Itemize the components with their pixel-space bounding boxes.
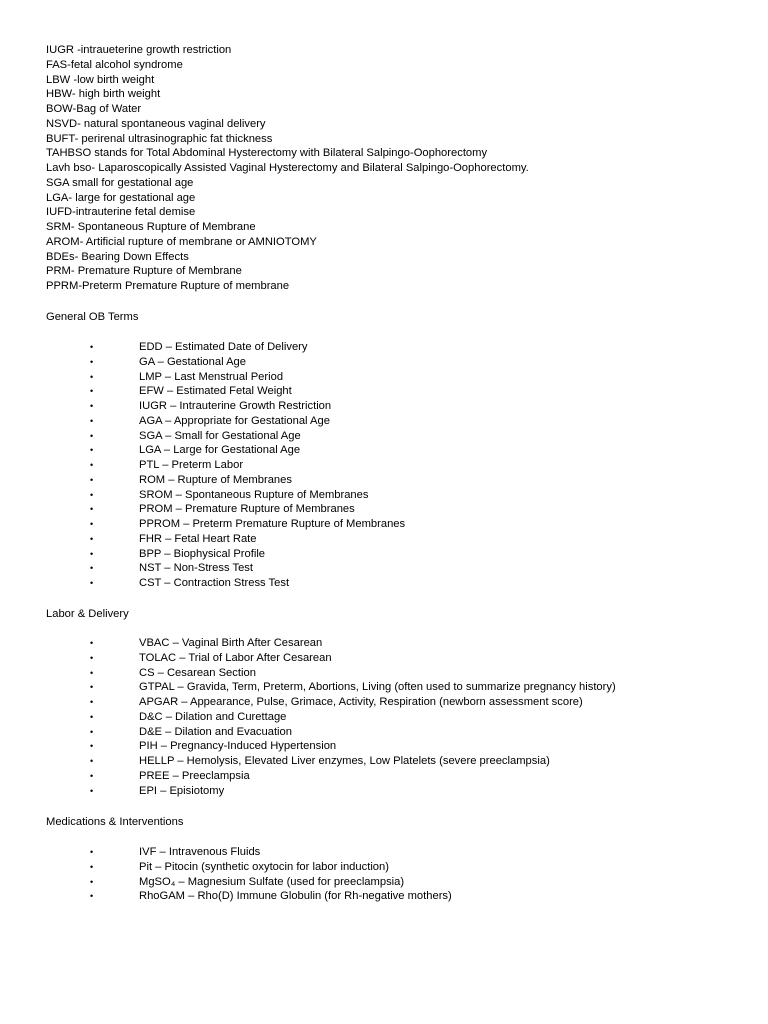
list-item (0, 458, 768, 473)
list-item-text: LMP – Last Menstrual Period (139, 370, 284, 383)
list-item-text: ROM – Rupture of Membranes (139, 473, 292, 486)
bullet-icon: • (90, 342, 94, 352)
section-heading-general-ob-terms: General OB Terms (46, 311, 139, 323)
list-item-text: D&E – Dilation and Evacuation (139, 725, 292, 738)
bullet-icon: • (90, 474, 94, 485)
list-item (0, 488, 768, 503)
abbreviation-line: AROM- Artificial rupture of membrane or AMNIOTOMY (46, 235, 317, 248)
bullet-icon: • (90, 504, 94, 515)
list-item-text: D&C – Dilation and Curettage (139, 710, 287, 723)
list-item-text: EDD – Estimated Date of Delivery (139, 341, 308, 353)
abbreviation-line: BDEs- Bearing Down Effects (46, 250, 189, 263)
list-item-text: GTPAL – Gravida, Term, Preterm, Abortions, Living (often used to summarize pregnancy history) (139, 681, 616, 694)
bullet-icon: • (90, 430, 94, 441)
list-item-text: VBAC – Vaginal Birth After Cesarean (139, 637, 323, 649)
bullet-icon: • (90, 519, 94, 529)
list-item-text: IVF – Intravenous Fluids (139, 846, 261, 858)
bullet-icon: • (90, 756, 94, 766)
abbreviation-line: PRM- Premature Rupture of Membrane (46, 265, 242, 278)
list-item-text: MgSO₄ – Magnesium Sulfate (used for preeclampsia) (139, 875, 405, 888)
list-item (0, 561, 768, 576)
abbreviation-line: IUFD-intrauterine fetal demise (46, 206, 196, 219)
bullet-icon: • (90, 785, 94, 796)
list-item-text: BPP – Biophysical Profile (139, 547, 266, 560)
bullet-icon: • (90, 638, 94, 648)
abbreviation-line: FAS-fetal alcohol syndrome (46, 58, 183, 71)
list-item (0, 666, 768, 681)
list-item-text: Pit – Pitocin (synthetic oxytocin for labor induction) (139, 860, 389, 873)
list-item (0, 875, 768, 890)
list-item (0, 547, 768, 562)
abbreviation-line: BUFT- perirenal ultrasinographic fat thickness (46, 132, 273, 145)
abbreviation-list (46, 43, 746, 294)
list-item (0, 473, 768, 488)
list-item (0, 845, 768, 860)
list-item (0, 502, 768, 517)
list-item-text: PREE – Preeclampsia (139, 769, 250, 782)
abbreviation-line: NSVD- natural spontaneous vaginal delivery (46, 117, 266, 130)
list-item-text: IUGR – Intrauterine Growth Restriction (139, 400, 332, 412)
list-item (0, 769, 768, 784)
list-item-text: NST – Non-Stress Test (139, 562, 253, 575)
bullet-icon: • (90, 847, 94, 857)
abbreviation-line: TAHBSO stands for Total Abdominal Hysterectomy with Bilateral Salpingo-Oophorectomy (46, 147, 488, 160)
bullet-icon: • (90, 667, 94, 678)
abbreviation-line: LGA- large for gestational age (46, 191, 196, 204)
section-heading-labor-delivery: Labor & Delivery (46, 608, 129, 620)
bullet-icon: • (90, 652, 94, 663)
bullet-icon: • (90, 445, 94, 456)
list-item-text: EPI – Episiotomy (139, 784, 225, 797)
bullet-icon: • (90, 489, 94, 500)
bullet-icon: • (90, 401, 94, 411)
list-item-text: SGA – Small for Gestational Age (139, 429, 301, 442)
bullet-icon: • (90, 371, 94, 382)
list-item-text: TOLAC – Trial of Labor After Cesarean (139, 651, 332, 664)
list-item (0, 860, 768, 875)
section-heading-medications-interventions: Medications & Interventions (46, 816, 184, 828)
list-item (0, 429, 768, 444)
bullet-icon: • (90, 548, 94, 559)
bullet-icon: • (90, 578, 94, 588)
general-ob-terms-list (0, 340, 768, 591)
labor-delivery-list (0, 636, 768, 798)
abbreviation-line: LBW -low birth weight (46, 73, 155, 86)
list-item-text: HELLP – Hemolysis, Elevated Liver enzymes, Low Platelets (severe preeclampsia) (139, 755, 550, 767)
abbreviation-line: HBW- high birth weight (46, 88, 161, 101)
list-item (0, 680, 768, 695)
list-item-text: CS – Cesarean Section (139, 666, 256, 679)
bullet-icon: • (90, 697, 94, 707)
list-item (0, 384, 768, 399)
medications-interventions-list (0, 845, 768, 904)
list-item (0, 710, 768, 725)
list-item (0, 532, 768, 547)
bullet-icon: • (90, 770, 94, 781)
list-item-text: LGA – Large for Gestational Age (139, 444, 301, 457)
bullet-icon: • (90, 741, 94, 752)
bullet-icon: • (90, 861, 94, 872)
list-item (0, 889, 768, 904)
bullet-icon: • (90, 415, 94, 426)
list-item (0, 399, 768, 414)
bullet-icon: • (90, 711, 94, 722)
abbreviation-line: PPRM-Preterm Premature Rupture of membrane (46, 280, 290, 292)
list-item (0, 651, 768, 666)
list-item-text: PROM – Premature Rupture of Membranes (139, 503, 355, 516)
list-item (0, 739, 768, 754)
list-item (0, 784, 768, 799)
list-item-text: CST – Contraction Stress Test (139, 577, 290, 589)
list-item (0, 414, 768, 429)
list-item-text: APGAR – Appearance, Pulse, Grimace, Activity, Respiration (newborn assessment score) (139, 696, 583, 708)
bullet-icon: • (90, 682, 94, 693)
list-item (0, 754, 768, 769)
bullet-icon: • (90, 563, 94, 574)
list-item-text: AGA – Appropriate for Gestational Age (139, 414, 330, 427)
list-item (0, 370, 768, 385)
list-item-text: PTL – Preterm Labor (139, 459, 244, 471)
list-item (0, 636, 768, 651)
list-item (0, 725, 768, 740)
list-item (0, 576, 768, 591)
abbreviation-line: SGA small for gestational age (46, 176, 194, 189)
list-item (0, 355, 768, 370)
bullet-icon: • (90, 891, 94, 902)
list-item (0, 695, 768, 710)
bullet-icon: • (90, 533, 94, 544)
list-item-text: PIH – Pregnancy-Induced Hypertension (139, 740, 337, 753)
list-item-text: RhoGAM – Rho(D) Immune Globulin (for Rh-negative mothers) (139, 890, 452, 903)
list-item-text: PPROM – Preterm Premature Rupture of Membranes (139, 518, 406, 530)
bullet-icon: • (90, 726, 94, 737)
bullet-icon: • (90, 876, 94, 887)
list-item-text: EFW – Estimated Fetal Weight (139, 385, 292, 398)
list-item (0, 340, 768, 355)
bullet-icon: • (90, 356, 94, 367)
list-item-text: GA – Gestational Age (139, 355, 246, 368)
abbreviation-line: BOW-Bag of Water (46, 103, 142, 115)
list-item-text: SROM – Spontaneous Rupture of Membranes (139, 488, 369, 501)
bullet-icon: • (90, 386, 94, 397)
list-item (0, 443, 768, 458)
list-item (0, 517, 768, 532)
bullet-icon: • (90, 460, 94, 470)
list-item-text: FHR – Fetal Heart Rate (139, 532, 257, 545)
abbreviation-line: IUGR -intraueterine growth restriction (46, 44, 232, 56)
abbreviation-line: SRM- Spontaneous Rupture of Membrane (46, 221, 256, 233)
abbreviation-line: Lavh bso- Laparoscopically Assisted Vaginal Hysterectomy and Bilateral Salpingo-Oophorectomy. (46, 162, 529, 174)
